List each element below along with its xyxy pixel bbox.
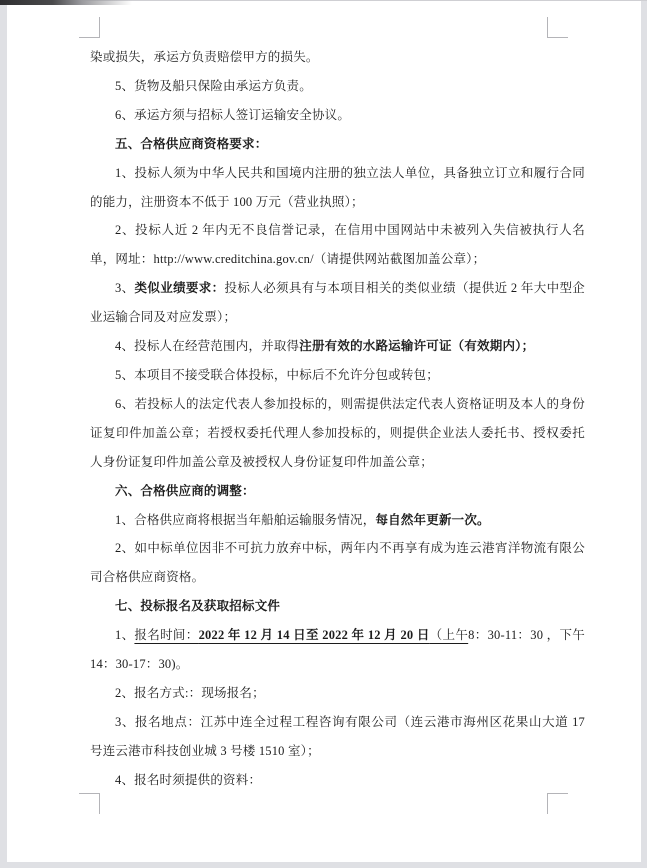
text-run: 6、承运方须与招标人签订运输安全协议。 bbox=[115, 107, 351, 122]
paragraph bbox=[90, 766, 585, 795]
paragraph bbox=[90, 332, 585, 361]
text-run: 5、本项目不接受联合体投标，中标后不允许分包或转包； bbox=[115, 367, 439, 382]
margin-mark-bottom-left bbox=[79, 793, 100, 814]
paragraph bbox=[90, 592, 585, 621]
paragraph bbox=[90, 43, 585, 72]
text-run: 类似业绩要求： bbox=[134, 281, 225, 296]
paragraph bbox=[90, 708, 585, 766]
text-run: 2022 年 12 月 14 日至 2022 年 12 月 20 日 bbox=[198, 628, 430, 643]
text-run: 1、投标人须为中华人民共和国境内注册的独立法人单位，具备独立订立和履行合同的能力，注册资本不低于 100 万元（营业执照）； bbox=[90, 165, 585, 209]
text-run: 六、合格供应商的调整： bbox=[115, 483, 255, 498]
text-run: 4、投标人在经营范围内，并取得 bbox=[115, 339, 300, 354]
paragraph bbox=[90, 621, 585, 679]
screen-artifact bbox=[0, 0, 132, 5]
paragraph bbox=[90, 361, 585, 390]
text-run: 七、投标报名及获取招标文件 bbox=[115, 599, 281, 614]
text-run: 报名时间： bbox=[134, 628, 199, 643]
margin-mark-bottom-right bbox=[547, 793, 568, 814]
text-run: 8：30-11：30 ，下午 14：30-17：30)。 bbox=[90, 628, 585, 672]
text-run: （上午 bbox=[429, 628, 469, 643]
paragraph bbox=[90, 506, 585, 535]
text-run: 3、 bbox=[115, 281, 135, 296]
text-run: 1、 bbox=[115, 628, 135, 643]
text-run: 2、如中标单位因非不可抗力放弃中标，两年内不再享有成为连云港宵洋物流有限公司合格供应商资格。 bbox=[90, 541, 585, 585]
paragraph bbox=[90, 390, 585, 477]
margin-mark-top-left bbox=[79, 17, 100, 38]
text-run: 染或损失，承运方负责赔偿甲方的损失。 bbox=[90, 50, 319, 64]
paragraph bbox=[90, 101, 585, 130]
paragraph bbox=[90, 477, 585, 506]
paragraph bbox=[90, 679, 585, 708]
document-text-body bbox=[90, 43, 585, 795]
text-run: 注册有效的水路运输许可证（有效期内）； bbox=[299, 339, 535, 354]
text-run: 每自然年更新一次。 bbox=[375, 512, 490, 527]
text-run: 投标人必须具有与本项目相关的类似业绩（提供近 2 年大中型企业运输合同及对应发票）； bbox=[90, 281, 585, 325]
text-run: 2、报名方式:：现场报名； bbox=[115, 685, 265, 700]
text-run: 五、合格供应商资格要求： bbox=[115, 136, 268, 151]
text-run: 2、投标人近 2 年内无不良信誉记录，在信用中国网站中未被列入失信被执行人名单，网址：http://www.creditchina.gov.cn/（请提供网站截图加盖公章）； bbox=[90, 223, 585, 267]
paragraph bbox=[90, 534, 585, 592]
text-run: 4、报名时须提供的资料： bbox=[115, 772, 262, 787]
paragraph bbox=[90, 216, 585, 274]
paragraph bbox=[90, 72, 585, 101]
margin-mark-top-right bbox=[547, 17, 568, 38]
paragraph bbox=[90, 159, 585, 217]
text-run: 1、合格供应商将根据当年船舶运输服务情况， bbox=[115, 512, 376, 527]
text-run: 6、若投标人的法定代表人参加投标的，则需提供法定代表人资格证明及本人的身份证复印件加盖公章；若授权委托代理人参加投标的，则提供企业法人委托书、授权委托人身份证复印件加盖公章及被授权人身份证复印件加盖公章； bbox=[90, 396, 585, 469]
text-run: 5、货物及船只保险由承运方负责。 bbox=[115, 78, 312, 93]
paragraph bbox=[90, 130, 585, 159]
text-run: 3、报名地点：江苏中连全过程工程咨询有限公司（连云港市海州区花果山大道 17 号连云港市科技创业城 3 号楼 1510 室）； bbox=[90, 714, 585, 758]
paragraph bbox=[90, 274, 585, 332]
